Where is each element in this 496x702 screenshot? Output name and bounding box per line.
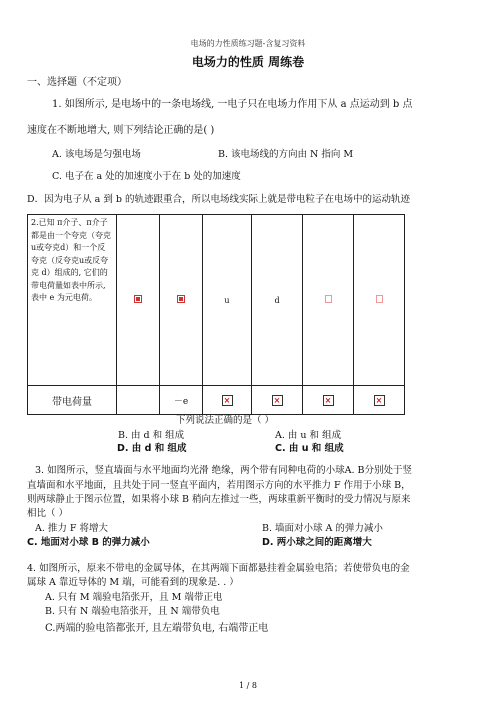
broken-image-icon: × — [222, 395, 233, 406]
broken-image-icon: × — [323, 395, 334, 406]
page-number: 1 / 8 — [239, 681, 257, 690]
table-cell-charge: －e — [160, 386, 203, 415]
broken-image-icon — [134, 295, 142, 303]
table-cell-pion-plus — [117, 215, 160, 386]
q1-option-a: A. 该电场是匀强电场 — [52, 149, 141, 160]
broken-image-icon: × — [272, 395, 283, 406]
q1-option-b: B. 该电场线的方向由 N 指向 M — [218, 149, 354, 160]
page-header: 电场的力性质练习题-含复习资料 — [190, 39, 306, 48]
q3-option-b: B. 墙面对小球 A 的弹力减小 — [262, 523, 383, 534]
broken-image-icon: × — [374, 395, 385, 406]
broken-image-icon — [376, 295, 383, 303]
page-title: 电场力的性质 周练卷 — [191, 55, 305, 69]
q2-option-a: A. 由 u 和 组成 — [275, 430, 342, 441]
q4-line1: 4. 如图所示，原来不带电的金属导体，在其两端下面都悬挂着金属验电箔；若使带负电的金 — [27, 563, 410, 574]
table-cell-pion-minus — [160, 215, 203, 386]
q2-description: 2.已知 π介子、π介子都是由一个夸克（夸克u或夸克d）和一个反夸克（反夸克u或反夸克 d）组成的, 它们的带电荷量如表中所示, 表中 e 为元电荷。 — [28, 215, 117, 386]
q3-line4: 相比（ ） — [27, 508, 69, 519]
section-heading: 一、选择题（不定项） — [27, 77, 127, 88]
table-cell-charge — [203, 386, 252, 415]
q2-option-c: C. 由 u 和 组成 — [275, 443, 344, 454]
q1-option-d: D．因为电子从 a 到 b 的轨迹跟重合，所以电场线实际上就是带电粒子在电场中的运动轨迹 — [27, 194, 410, 205]
table-cell-charge — [303, 386, 354, 415]
broken-image-icon — [177, 295, 185, 303]
q1-line2: 速度在不断地增大, 则下列结论正确的是( ) — [27, 125, 215, 136]
table-header-d: d — [252, 215, 303, 386]
table-cell-charge — [354, 386, 405, 415]
table-cell-charge — [252, 386, 303, 415]
table-cell-anti-u — [303, 215, 354, 386]
q1-line1: 1. 如图所示, 是电场中的一条电场线, 一电子只在电场力作用下从 a 点运动到 b 点 — [52, 99, 413, 110]
q3-line1: 3. 如图所示，竖直墙面与水平地面均光滑 绝缘，两个带有同种电荷的小球A. B分别处于竖 — [35, 465, 412, 476]
table-cell-empty — [117, 386, 160, 415]
broken-image-icon — [325, 295, 332, 303]
q3-option-a: A. 推力 F 将增大 — [35, 523, 109, 534]
q3-option-c: C. 地面对小球 B 的弹力减小 — [27, 537, 150, 548]
q3-line2: 直墙面和水平地面，且共处于同一竖直平面内，若用图示方向的水平推力 F 作用于小球 B， — [27, 480, 411, 491]
q4-line2: 属球 A 靠近导体的 M 端，可能看到的现象是. . ） — [27, 577, 239, 588]
q2-option-d: D. 由 d 和 组成 — [117, 443, 187, 454]
table-cell-anti-d — [354, 215, 405, 386]
q2-prompt: 下列说法正确的是（ ） — [176, 415, 275, 426]
q4-option-a: A. 只有 M 端验电箔张开，且 M 端带正电 — [45, 592, 223, 603]
quark-charge-table — [27, 214, 405, 415]
table-row-label: 带电荷量 — [28, 386, 117, 415]
table-header-u: u — [203, 215, 252, 386]
q1-option-c: C. 电子在 a 处的加速度小于在 b 处的加速度 — [52, 171, 241, 182]
q2-option-b: B. 由 d 和 组成 — [118, 430, 185, 441]
q3-line3: 则两球静止于图示位置，如果将小球 B 稍向左推过一些，两球重新平衡时的受力情况与原来 — [27, 494, 411, 505]
q4-option-b: B. 只有 N 端验电箔张开，且 N 端带负电 — [45, 606, 220, 617]
q3-option-d: D. 两小球之间的距离增大 — [262, 537, 372, 548]
q4-option-c: C.两端的验电箔都张开, 且左端带负电, 右端带正电 — [45, 623, 269, 634]
